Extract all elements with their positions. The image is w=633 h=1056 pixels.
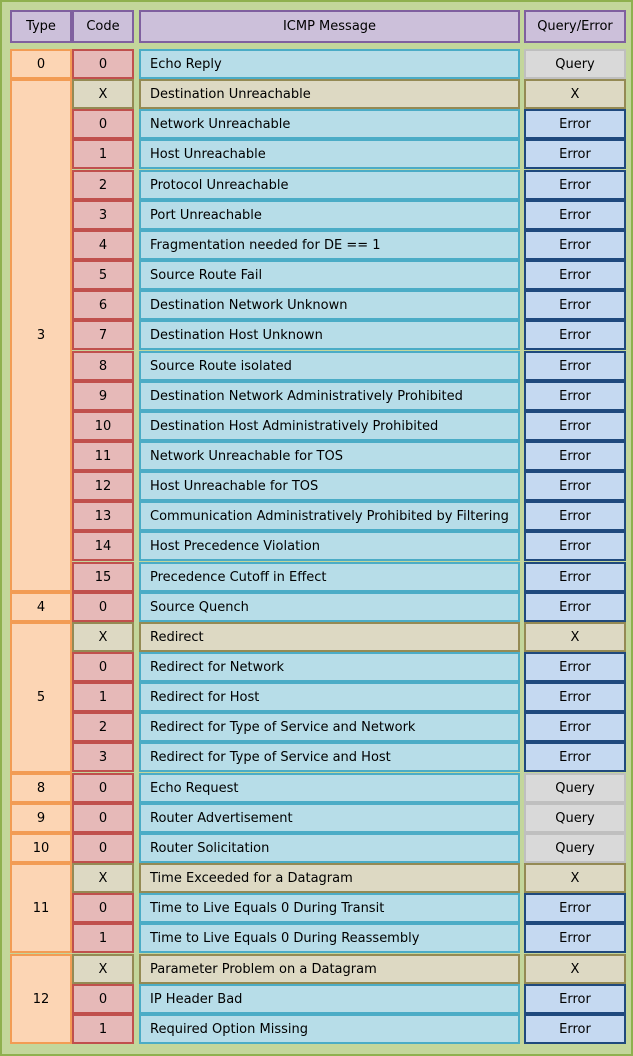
code-cell: X [72,622,134,652]
code-cell: 4 [72,230,134,260]
code-cell: 0 [72,773,134,803]
message-cell: Echo Request [139,773,520,803]
query-error-cell: X [524,863,626,893]
code-cell: 1 [72,1014,134,1044]
code-cell: 0 [72,833,134,863]
message-cell: Echo Reply [139,49,520,79]
query-error-cell: Error [524,139,626,169]
query-error-cell: Error [524,170,626,200]
message-cell: Destination Host Administratively Prohibited [139,411,520,441]
type-cell: 12 [10,954,72,1044]
code-cell: 0 [72,984,134,1014]
query-error-cell: Error [524,531,626,561]
query-error-cell: Error [524,742,626,772]
query-error-cell: Error [524,682,626,712]
code-cell: 5 [72,260,134,290]
code-cell: 2 [72,712,134,742]
message-cell: Destination Network Administratively Prohibited [139,381,520,411]
type-cell: 10 [10,833,72,863]
query-error-cell: Error [524,501,626,531]
code-cell: 12 [72,471,134,501]
type-cell: 0 [10,49,72,79]
type-cell: 5 [10,622,72,773]
code-cell: 11 [72,441,134,471]
message-cell: Communication Administratively Prohibited by Filtering [139,501,520,531]
header-query-error: Query/Error [524,10,626,43]
code-cell: 1 [72,682,134,712]
query-error-cell: X [524,954,626,984]
message-cell: Redirect for Host [139,682,520,712]
query-error-cell: Error [524,712,626,742]
query-error-cell: Error [524,230,626,260]
message-cell: Redirect for Type of Service and Host [139,742,520,772]
message-cell: Time to Live Equals 0 During Reassembly [139,923,520,953]
message-cell: Network Unreachable [139,109,520,139]
query-error-cell: Error [524,652,626,682]
message-cell: Precedence Cutoff in Effect [139,562,520,592]
code-cell: 0 [72,592,134,622]
code-cell: 3 [72,200,134,230]
query-error-cell: Error [524,562,626,592]
message-cell: Destination Unreachable [139,79,520,109]
message-cell: Router Advertisement [139,803,520,833]
message-cell: Host Unreachable for TOS [139,471,520,501]
message-cell: Parameter Problem on a Datagram [139,954,520,984]
code-cell: X [72,863,134,893]
message-cell: Redirect for Type of Service and Network [139,712,520,742]
code-cell: X [72,79,134,109]
query-error-cell: Error [524,109,626,139]
message-cell: Fragmentation needed for DE == 1 [139,230,520,260]
type-cell: 4 [10,592,72,622]
message-cell: Required Option Missing [139,1014,520,1044]
code-cell: 0 [72,49,134,79]
message-cell: Source Route Fail [139,260,520,290]
type-cell: 3 [10,79,72,592]
query-error-cell: Error [524,381,626,411]
query-error-cell: Error [524,592,626,622]
code-cell: 15 [72,562,134,592]
message-cell: Port Unreachable [139,200,520,230]
code-cell: 0 [72,652,134,682]
message-cell: Router Solicitation [139,833,520,863]
message-cell: Destination Host Unknown [139,320,520,350]
query-error-cell: Error [524,923,626,953]
code-cell: 10 [72,411,134,441]
code-cell: 1 [72,139,134,169]
query-error-cell: Query [524,773,626,803]
query-error-cell: Error [524,260,626,290]
query-error-cell: Error [524,984,626,1014]
query-error-cell: Error [524,320,626,350]
code-cell: 1 [72,923,134,953]
query-error-cell: Error [524,441,626,471]
query-error-cell: Query [524,833,626,863]
code-cell: 0 [72,109,134,139]
message-cell: Protocol Unreachable [139,170,520,200]
query-error-cell: Error [524,411,626,441]
code-cell: 6 [72,290,134,320]
header-icmp-message: ICMP Message [139,10,520,43]
code-cell: 8 [72,351,134,381]
query-error-cell: Error [524,200,626,230]
query-error-cell: Query [524,49,626,79]
query-error-cell: Error [524,351,626,381]
header-type: Type [10,10,72,43]
message-cell: Destination Network Unknown [139,290,520,320]
query-error-cell: Query [524,803,626,833]
message-cell: Time to Live Equals 0 During Transit [139,893,520,923]
message-cell: Source Quench [139,592,520,622]
code-cell: 0 [72,893,134,923]
message-cell: Network Unreachable for TOS [139,441,520,471]
query-error-cell: X [524,79,626,109]
message-cell: Redirect for Network [139,652,520,682]
query-error-cell: X [524,622,626,652]
query-error-cell: Error [524,1014,626,1044]
code-cell: 13 [72,501,134,531]
header-code: Code [72,10,134,43]
code-cell: 3 [72,742,134,772]
message-cell: Host Precedence Violation [139,531,520,561]
query-error-cell: Error [524,471,626,501]
type-cell: 9 [10,803,72,833]
message-cell: IP Header Bad [139,984,520,1014]
message-cell: Redirect [139,622,520,652]
code-cell: X [72,954,134,984]
message-cell: Host Unreachable [139,139,520,169]
code-cell: 2 [72,170,134,200]
code-cell: 7 [72,320,134,350]
message-cell: Time Exceeded for a Datagram [139,863,520,893]
query-error-cell: Error [524,893,626,923]
code-cell: 14 [72,531,134,561]
code-cell: 0 [72,803,134,833]
code-cell: 9 [72,381,134,411]
query-error-cell: Error [524,290,626,320]
message-cell: Source Route isolated [139,351,520,381]
type-cell: 11 [10,863,72,953]
type-cell: 8 [10,773,72,803]
